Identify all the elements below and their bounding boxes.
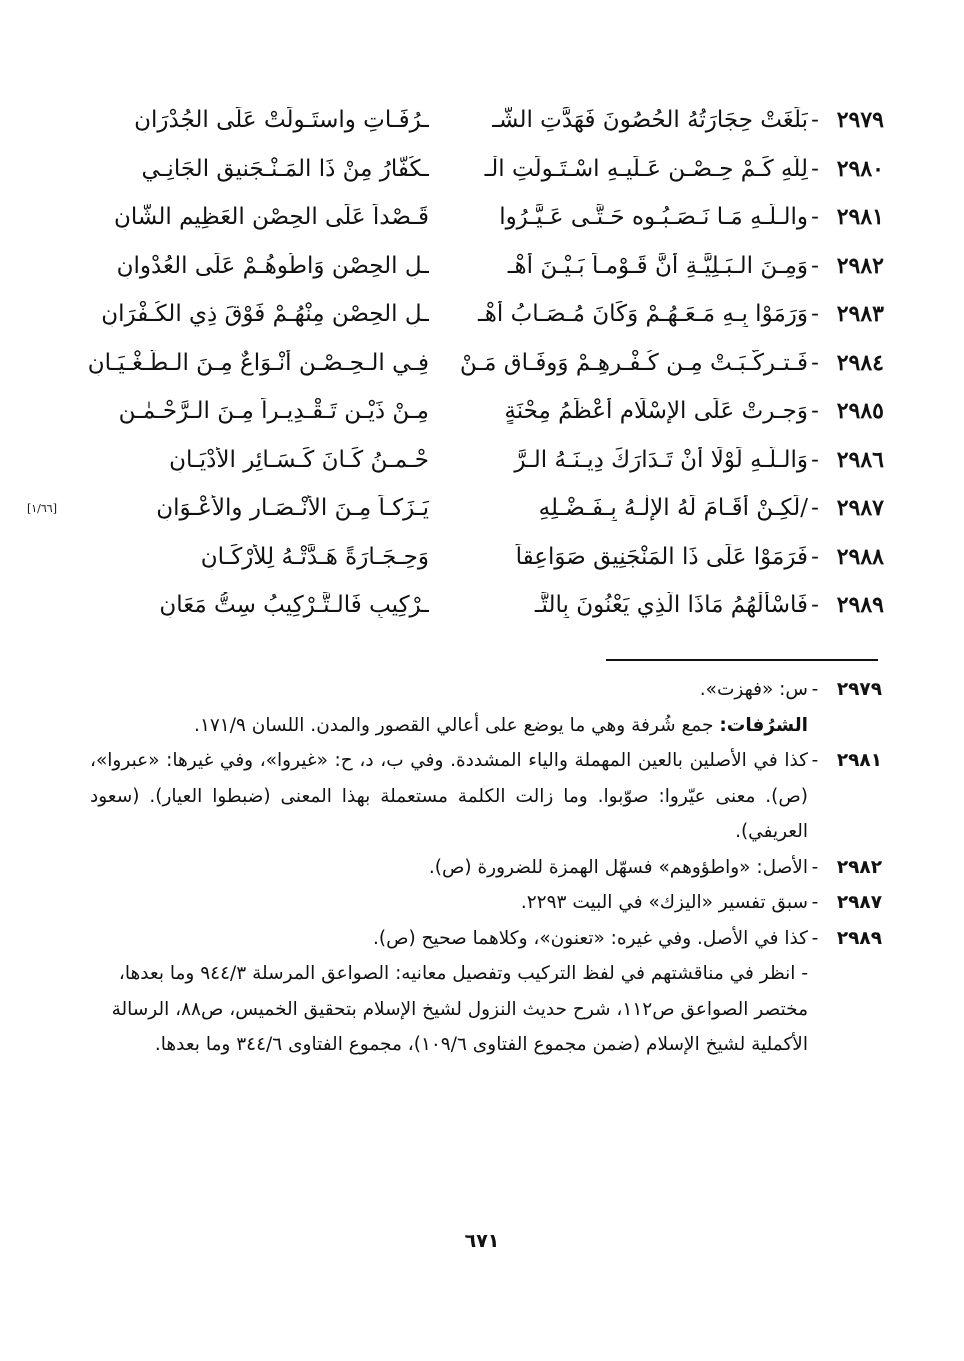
footnote-text: كذا في الأصلين بالعين المهملة والياء المشددة. وفي ب، د، ح: «غيروا»، وفي غيرها: «عبروا»، (ص). معنى عيّروا: صوّبوا. وما زالت الكلمة مستعملة بهذا المعنى (ضبطوا العيار). (سعود العريفي).: [90, 750, 808, 842]
footnote-number: ٢٩٧٩: [836, 679, 882, 700]
verse-number: ٢٩٨٨: [836, 543, 884, 570]
verse-row: ٢٩٨٨ - فَرَمَوْا عَلَى ذَا المَنْجَنِيقِ صَوَاعِقاً وَحِـجَـارَةً هَـدَّتْـهُ لِلأَرْكَـانِ: [60, 533, 884, 582]
verse-number: ٢٩٨٣: [836, 301, 884, 328]
first-hemistich: والـلّـهِ مَـا نَـصَـبُـوه حَـتَّـى عَـيَّـرُوا: [499, 204, 808, 231]
footnotes: [90, 672, 882, 1063]
page-number: ٦٧١: [464, 1230, 500, 1252]
footnote: ٢٩٨٩ - كذا في الأصل. وفي غيره: «تعنون»، وكلاهما صحيح (ص).: [90, 921, 882, 957]
second-hemistich: حْـمـنُ كَـانَ كَـسَـائِرِ الأَدْيَـانِ: [169, 446, 429, 473]
first-hemistich: وَجـرتْ عَلَى الإِسْلَامِ أَعْظَمُ مِحْنَةٍ: [504, 398, 808, 425]
second-hemistich: فِـي الـحِـصْـنِ أَنْـوَاعٌ مِـنَ الـطُّـغْـيَـانِ: [87, 349, 429, 376]
second-hemistich: ـلِ الحِصْنِ مِنْهُـمْ فَوْقَ ذِي الكُـفْرَانِ: [101, 301, 429, 328]
verse-row: ٢٩٨٦ - وَالـلّـهِ لَوْلَا أَنْ تَـدَارَكَ دِيـنَـهُ الـرَّ حْـمـنُ كَـانَ كَـسَـائِرِ الأَدْيَـانِ: [60, 436, 884, 485]
footnote-number: ٢٩٨٩: [836, 927, 882, 949]
verse-number: ٢٩٨٢: [836, 252, 884, 279]
footnote-text: كذا في الأصل. وفي غيره: «تعنون»، وكلاهما صحيح (ص).: [373, 927, 808, 949]
second-hemistich: ـرُفَـاتِ واستَـولَتْ عَلَى الجُدْرَانِ: [134, 107, 429, 134]
verse-number: ٢٩٨٤: [836, 349, 884, 376]
footnote-number: ٢٩٨١: [836, 750, 882, 771]
verse-number: ٢٩٨٩: [836, 592, 884, 619]
first-hemistich: /لَكِـنْ أَقَـامَ لَهُ الإِلٰـهُ بِـفَـضْـلِهِ: [538, 495, 808, 522]
footnote-paragraph: [90, 708, 882, 744]
first-hemistich: بَلَغَتْ حِجَارَتُهُ الحُصُونَ فَهَدَّتِ الشُّـ: [492, 107, 808, 134]
second-hemistich: يَـزَكـاً مِـنَ الأَنْـصَـارِ والأَعْـوَانِ: [156, 495, 429, 522]
second-hemistich: ـرْكِيبِ فَالـتَّـرْكِيبُ سِتُّ مَعَانِ: [159, 592, 429, 619]
verse-number: ٢٩٨٠: [836, 155, 884, 182]
references-paragraph: - انظر في مناقشتهم في لفظ التركيب وتفصيل معانيه: الصواعق المرسلة ٩٤٤/٣ وما بعدها، مختصر الصواعق ص١١٢، شرح حديث النزول لشيخ الإسلام بتحقيق الخميس، ص٨٨، الرسالة الأكملية لشيخ الإسلام (ضمن مجموع الفتاوى ١٠٩/٦)، مجموع الفتاوى ٣٤٤/٦ وما بعدها.: [111, 963, 808, 1055]
verse-list: [26, 96, 884, 630]
first-hemistich: وَمِـنَ الـبَـلِيَّـةِ أَنَّ قَـوْمـاً بَـيْـنَ أهْـ: [507, 252, 808, 279]
manuscript-folio-ref: [١/٦٦]: [26, 501, 57, 515]
verse-row: ٢٩٨٥ - وَجـرتْ عَلَى الإِسْلَامِ أَعْظَمُ مِحْنَةٍ مِـنْ ذَيْـنِ تَـقْـدِيـراً مِـنَ الـرَّحْـمٰـنِ: [60, 387, 884, 436]
first-hemistich: فَـتـركَّـبَـتْ مِـن كُـفْـرِهِـمْ وَوِفَـاقِ مَـنْ: [459, 349, 808, 376]
first-hemistich: لِلّهِ كَـمْ حِـصْـنٍ عَـلَيـهِ اسْـتَـولَتِ الْـ: [484, 155, 808, 182]
footnote-number: ٢٩٨٧: [836, 892, 882, 913]
verse-row: ٢٩٨٩ - فَاسْأَلْهُمُ مَاذَا الَّذِي يَعْنُونَ بِالتَّـ ـرْكِيبِ فَالـتَّـرْكِيبُ سِتُّ مَعَانِ: [60, 581, 884, 630]
verse-number: ٢٩٨١: [836, 204, 884, 231]
verse-row: ٢٩٨٠ - لِلّهِ كَـمْ حِـصْـنٍ عَـلَيـهِ اسْـتَـولَتِ الْـ ـكُفَّارُ مِنْ ذَا المَـنْـجَنيقِ الجَانِـي: [60, 145, 884, 194]
verse-row: ٢٩٨٤ - فَـتـركَّـبَـتْ مِـن كُـفْـرِهِـمْ وَوِفَـاقِ مَـنْ فِـي الـحِـصْـنِ أَنْـوَاعٌ مِـنَ الـطُّـغْـيَـانِ: [60, 339, 884, 388]
footnote-term: الشرُفات:: [719, 714, 808, 736]
first-hemistich: وَرَمَوْا بِـهِ مَـعَـهُـمْ وَكَانَ مُـصَـابُ أهْـ: [478, 301, 808, 328]
footnote: ٢٩٧٩ - س: «فهزت».: [90, 672, 882, 708]
verse-row: ٢٩٧٩ - بَلَغَتْ حِجَارَتُهُ الحُصُونَ فَهَدَّتِ الشُّـ ـرُفَـاتِ واستَـولَتْ عَلَى الجُدْرَانِ: [60, 96, 884, 145]
second-hemistich: وَحِـجَـارَةً هَـدَّتْـهُ لِلأَرْكَـانِ: [200, 543, 429, 570]
second-hemistich: ـكُفَّارُ مِنْ ذَا المَـنْـجَنيقِ الجَانِـي: [141, 155, 429, 182]
verse-number: ٢٩٨٥: [836, 398, 884, 425]
verse-row: ٢٩٨١ - والـلّـهِ مَـا نَـصَـبُـوه حَـتَّـى عَـيَّـرُوا قَـصْداً عَلَى الحِصْنِ العَظِيمِ الشَّانِ: [60, 193, 884, 242]
first-hemistich: فَاسْأَلْهُمُ مَاذَا الَّذِي يَعْنُونَ بِالتَّـ: [534, 592, 808, 619]
verse-row: ٢٩٨٢ - وَمِـنَ الـبَـلِيَّـةِ أَنَّ قَـوْمـاً بَـيْـنَ أهْـ ـلِ الحِصْنِ وَاطُوهُـمْ عَلَى العُدْوانِ: [60, 242, 884, 291]
footnote-text: س: «فهزت».: [699, 679, 808, 700]
verse-number: ٢٩٨٦: [836, 446, 884, 473]
footnote: ٢٩٨٢ - الأصل: «واطؤوهم» فسهّل الهمزة للضرورة (ص).: [90, 850, 882, 886]
footnote: ٢٩٨٧ - سبق تفسير «اليزك» في البيت ٢٢٩٣.: [90, 885, 882, 921]
footnote-separator: [606, 659, 878, 661]
footnote: ٢٩٨١ - كذا في الأصلين بالعين المهملة والياء المشددة. وفي ب، د، ح: «غيروا»، وفي غيرها: «عبروا»، (ص). معنى عيّروا: صوّبوا. وما زالت الكلمة مستعملة بهذا المعنى (ضبطوا العيار). (سعود العريفي).: [90, 743, 882, 850]
second-hemistich: مِـنْ ذَيْـنِ تَـقْـدِيـراً مِـنَ الـرَّحْـمٰـنِ: [118, 398, 429, 425]
verse-number: ٢٩٨٧: [836, 495, 884, 522]
verse-row: ٢٩٨٧ - /لَكِـنْ أَقَـامَ لَهُ الإِلٰـهُ بِـفَـضْـلِهِ يَـزَكـاً مِـنَ الأَنْـصَـارِ والأَعْـوَانِ [١/٦٦]: [26, 495, 884, 522]
verse-number: ٢٩٧٩: [836, 107, 884, 134]
first-hemistich: وَالـلّـهِ لَوْلَا أَنْ تَـدَارَكَ دِيـنَـهُ الـرَّ: [514, 446, 808, 473]
footnote-text: الأصل: «واطؤوهم» فسهّل الهمزة للضرورة (ص).: [428, 856, 808, 878]
verse-row: ٢٩٨٣ - وَرَمَوْا بِـهِ مَـعَـهُـمْ وَكَانَ مُـصَـابُ أهْـ ـلِ الحِصْنِ مِنْهُـمْ فَوْقَ ذِي الكُـفْرَانِ: [60, 290, 884, 339]
first-hemistich: فَرَمَوْا عَلَى ذَا المَنْجَنِيقِ صَوَاعِقاً: [515, 543, 808, 570]
second-hemistich: ـلِ الحِصْنِ وَاطُوهُـمْ عَلَى العُدْوانِ: [116, 252, 429, 279]
footnote-definition: جمع شُرفة وهي ما يوضع على أعالي القصور والمدن. اللسان ١٧١/٩.: [194, 714, 714, 736]
second-hemistich: قَـصْداً عَلَى الحِصْنِ العَظِيمِ الشَّانِ: [113, 204, 429, 231]
footnote-text: سبق تفسير «اليزك» في البيت ٢٢٩٣.: [520, 892, 808, 913]
footnote-number: ٢٩٨٢: [836, 856, 882, 878]
